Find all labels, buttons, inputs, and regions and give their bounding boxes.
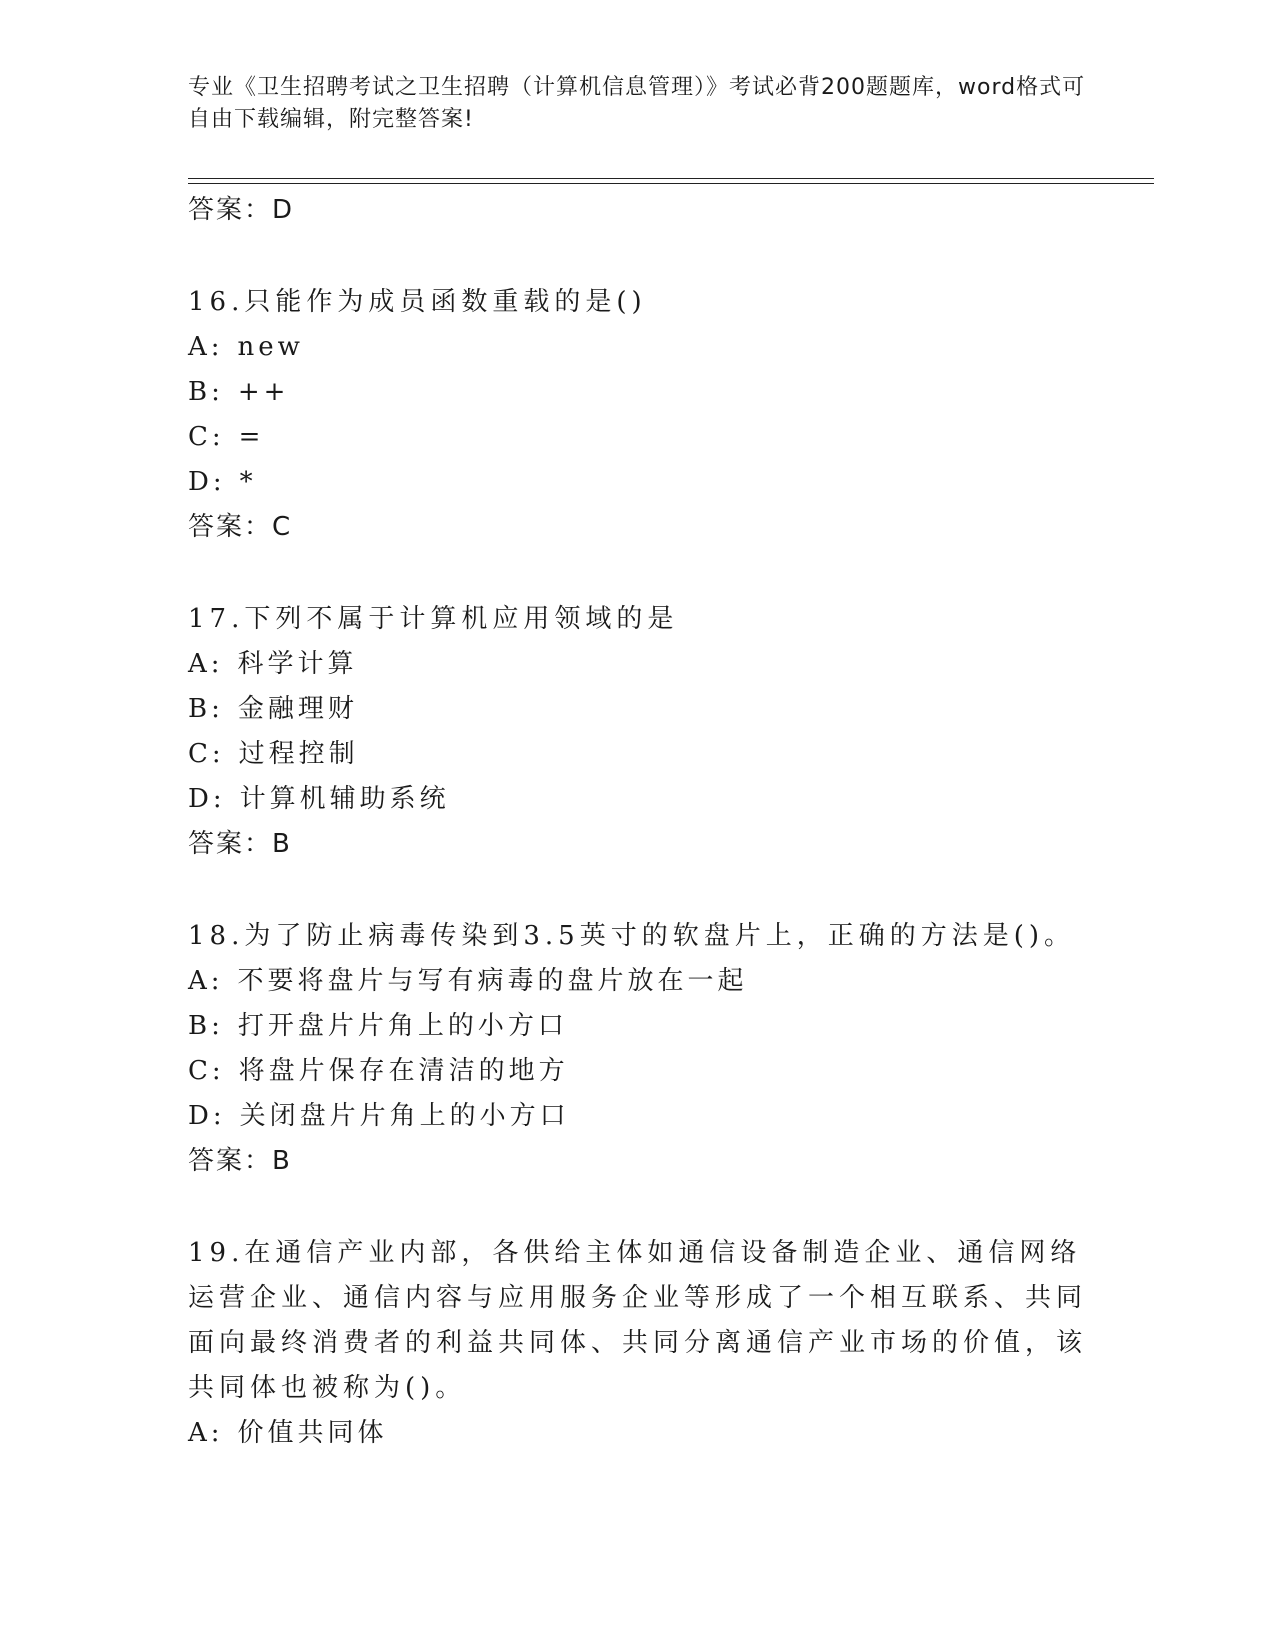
option-letter: B: (188, 694, 224, 724)
option-d (188, 460, 1088, 505)
question-text (188, 1231, 1088, 1411)
question-stem: 在通信产业内部，各供给主体如通信设备制造企业、通信网络运营企业、通信内容与应用服务企业等形成了一个相互联系、共同面向最终消费者的利益共同体、共同分离通信产业市场的价值，该共同体也被称为()。 (188, 1238, 1088, 1403)
question-text (188, 914, 1088, 959)
answer-value: C (272, 512, 291, 542)
question-number: 18. (188, 921, 245, 951)
option-letter: C: (188, 739, 225, 769)
option-c (188, 1049, 1088, 1094)
option-letter: A: (188, 649, 224, 679)
option-text: = (238, 422, 265, 452)
question-number: 19. (188, 1238, 245, 1268)
option-text: 金融理财 (237, 694, 358, 724)
option-text: 关闭盘片片角上的小方口 (239, 1101, 570, 1131)
option-text: 计算机辅助系统 (239, 784, 450, 814)
option-text: 打开盘片片角上的小方口 (237, 1011, 568, 1041)
option-a (188, 325, 1088, 370)
option-letter: D: (188, 467, 226, 497)
header-divider-bottom (188, 183, 1154, 184)
header-text: 专业《卫生招聘考试之卫生招聘（计算机信息管理）》考试必背200题题库，word格式可自由下载编辑，附完整答案! (188, 75, 1086, 132)
option-d (188, 777, 1088, 822)
option-text: new (237, 332, 304, 362)
option-letter: C: (188, 1056, 225, 1086)
option-letter: A: (188, 332, 224, 362)
option-d (188, 1094, 1088, 1139)
answer-label: 答案： (188, 1146, 273, 1176)
question-stem: 只能作为成员函数重载的是() (244, 287, 647, 317)
option-a (188, 959, 1088, 1004)
option-b (188, 1004, 1088, 1049)
option-b (188, 687, 1088, 732)
option-letter: D: (188, 784, 226, 814)
option-letter: D: (188, 1101, 226, 1131)
question-text (188, 280, 1088, 325)
document-header (188, 72, 1088, 136)
answer-value: B (272, 1146, 291, 1176)
answer-label: 答案： (188, 829, 273, 859)
answer-value: B (272, 829, 291, 859)
option-text: 科学计算 (237, 649, 358, 679)
answer-value: D (272, 195, 293, 225)
option-text: ++ (237, 377, 290, 407)
option-text: 价值共同体 (237, 1418, 388, 1448)
answer-line (188, 505, 1088, 549)
option-b (188, 370, 1088, 415)
question-number: 17. (188, 604, 245, 634)
answer-line (188, 188, 1088, 232)
option-c (188, 415, 1088, 460)
option-a (188, 642, 1088, 687)
answer-label: 答案： (188, 512, 273, 542)
option-letter: A: (188, 966, 224, 996)
answer-line (188, 822, 1088, 866)
option-text: * (239, 467, 257, 497)
question-16 (188, 280, 1088, 549)
answer-label: 答案： (188, 195, 273, 225)
option-text: 过程控制 (238, 739, 359, 769)
question-list (188, 188, 1088, 1456)
answer-line (188, 1139, 1088, 1183)
option-letter: A: (188, 1418, 224, 1448)
header-divider-top (188, 178, 1154, 179)
option-text: 将盘片保存在清洁的地方 (238, 1056, 569, 1086)
question-stem: 为了防止病毒传染到3.5英寸的软盘片上，正确的方法是()。 (244, 921, 1075, 951)
question-text (188, 597, 1088, 642)
option-letter: B: (188, 1011, 224, 1041)
option-letter: B: (188, 377, 224, 407)
option-text: 不要将盘片与写有病毒的盘片放在一起 (237, 966, 748, 996)
question-19 (188, 1231, 1088, 1456)
option-c (188, 732, 1088, 777)
question-number: 16. (188, 287, 245, 317)
option-letter: C: (188, 422, 225, 452)
option-a (188, 1411, 1088, 1456)
question-stem: 下列不属于计算机应用领域的是 (244, 604, 679, 634)
question-18 (188, 914, 1088, 1183)
question-17 (188, 597, 1088, 866)
